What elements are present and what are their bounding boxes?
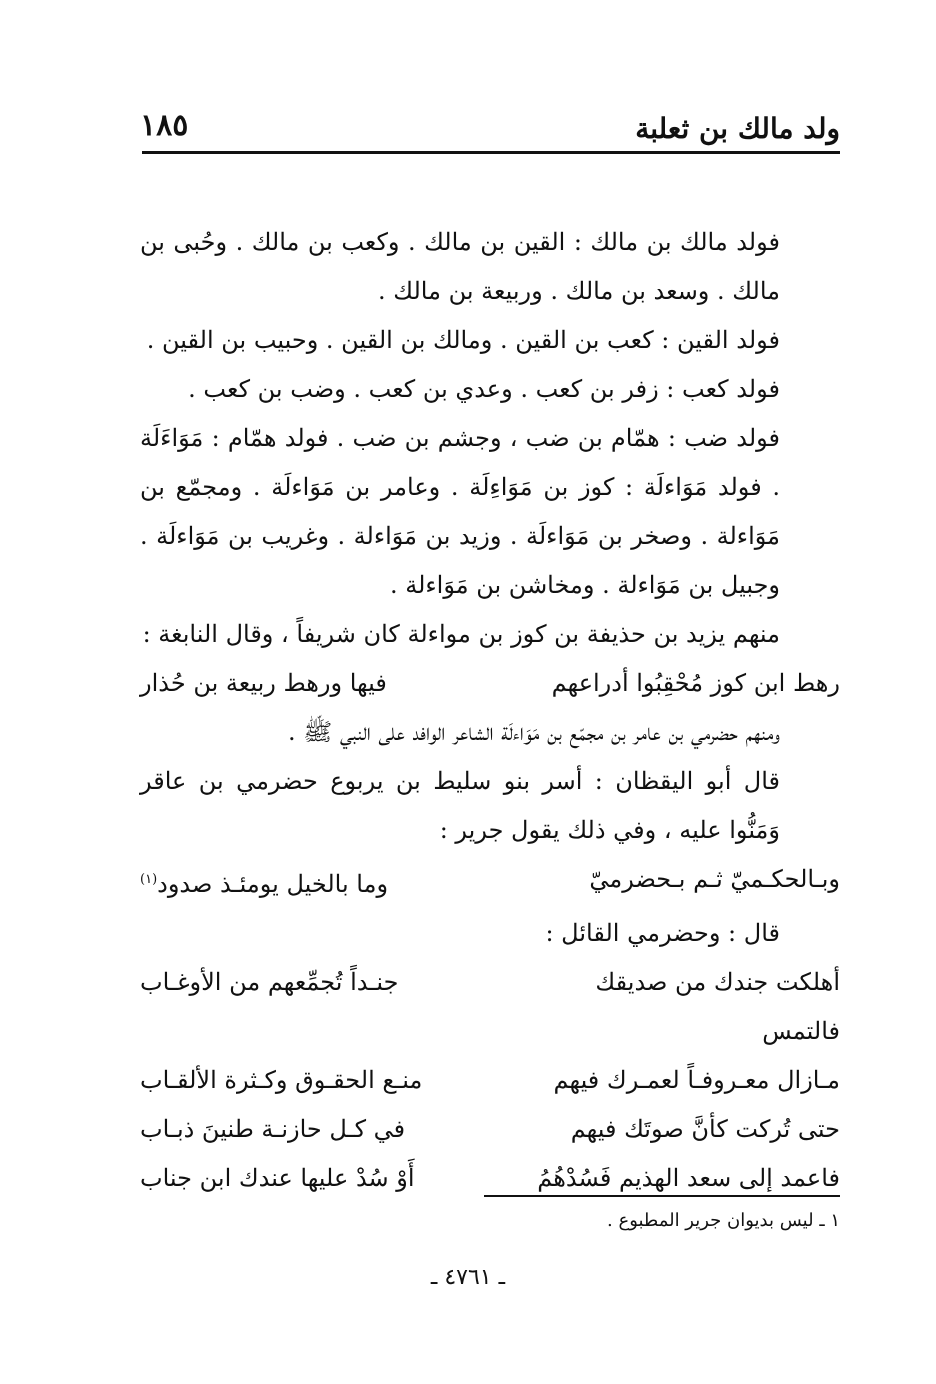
verse-line [140, 659, 840, 708]
footnote-rule [484, 1195, 840, 1197]
paragraph: منهم يزيد بن حذيفة بن كوز بن مواءلة كان شريفاً ، وقال النابغة : [142, 620, 780, 648]
paragraph: قال أبو اليقظان : أسر بنو سليط بن يربوع حضرمي بن عاقر وَمَنُّوا عليه ، وفي ذلك يقول جرير : [140, 767, 780, 844]
header-rule [142, 151, 840, 154]
verse-second-hemistich: فيها ورهط ربيعة بن حُذار [140, 669, 387, 697]
running-header-title: ولد مالك بن ثعلبة [635, 112, 840, 145]
verse-first-hemistich: رهط ابن كوز مُحْقِبُوا أدراعهم [551, 669, 840, 697]
verse-first-hemistich: وبـالحكـميّ ثـم بـحضرميّ [589, 865, 840, 893]
poem-line [140, 1105, 840, 1154]
poem-line [140, 1056, 840, 1105]
body-text [140, 218, 840, 1203]
paragraph: فولد القين : كعب بن القين . ومالك بن القين . وحبيب بن القين . [146, 326, 780, 354]
folio-number: ـ ٤٧٦١ ـ [430, 1265, 506, 1290]
paragraph: ومنهم حضرمي بن عامر بن مجمّع بن مَوَاءلَة الشاعر الوافد على النبي ﷺ . [287, 718, 780, 746]
page-number: ١٨٥ [140, 108, 189, 143]
verse-second-hemistich [140, 855, 462, 909]
poem-first-hemistich: أهلكت جندك من صديقك فالتمس [595, 968, 840, 1045]
footnote: ١ ـ ليس بديوان جرير المطبوع . [607, 1210, 840, 1231]
poem-line [140, 958, 840, 1056]
poem-second-hemistich: منـع الحقـوق وكـثرة الألقـاب [140, 1066, 423, 1094]
poem-first-hemistich: مـازال معـروفـاً لعمـرك فيهم [553, 1066, 840, 1094]
verse-line [140, 855, 840, 909]
poem-second-hemistich: جنـداً تُجمِّعهم من الأوغـاب [140, 968, 399, 996]
paragraph: فولد كعب : زفر بن كعب . وعدي بن كعب . وضب بن كعب . [188, 375, 780, 403]
poem-first-hemistich: فاعمد إلى سعد الهذيم فَسُدْهُمُ [537, 1164, 840, 1192]
poem-second-hemistich: في كـل حازنـة طنينَ ذبـاب [140, 1115, 406, 1143]
poem-second-hemistich: أَوْ سُدْ عليها عندك ابن جناب [140, 1164, 415, 1192]
poem-first-hemistich: حتى تُركت كأنَّ صوتَك فيهم [570, 1115, 840, 1143]
hemistich-text: وما بالخيل يومئـذ صدود [157, 870, 389, 898]
paragraph: فولد ضب : همّام بن ضب ، وجشم بن ضب . فولد همّام : مَوَاءَلَة . فولد مَوَاءلَة : كوز بن مَوَاءِلَة . وعامر بن مَوَاءلَة . ومجمّع بن مَوَاءلة . وصخر بن مَوَاءلَة . وزيد بن مَوَاءلة . وغريب بن مَوَاءلَة . وجبيل بن مَوَاءلة . ومخاشن بن مَوَاءلة . [140, 424, 781, 599]
footnote-marker: (١) [140, 872, 158, 887]
paragraph: قال : وحضرمي القائل : [545, 919, 780, 947]
paragraph: فولد مالك بن مالك : القين بن مالك . وكعب بن مالك . وحُبى بن مالك . وسعد بن مالك . وربيعة بن مالك . [140, 228, 780, 305]
